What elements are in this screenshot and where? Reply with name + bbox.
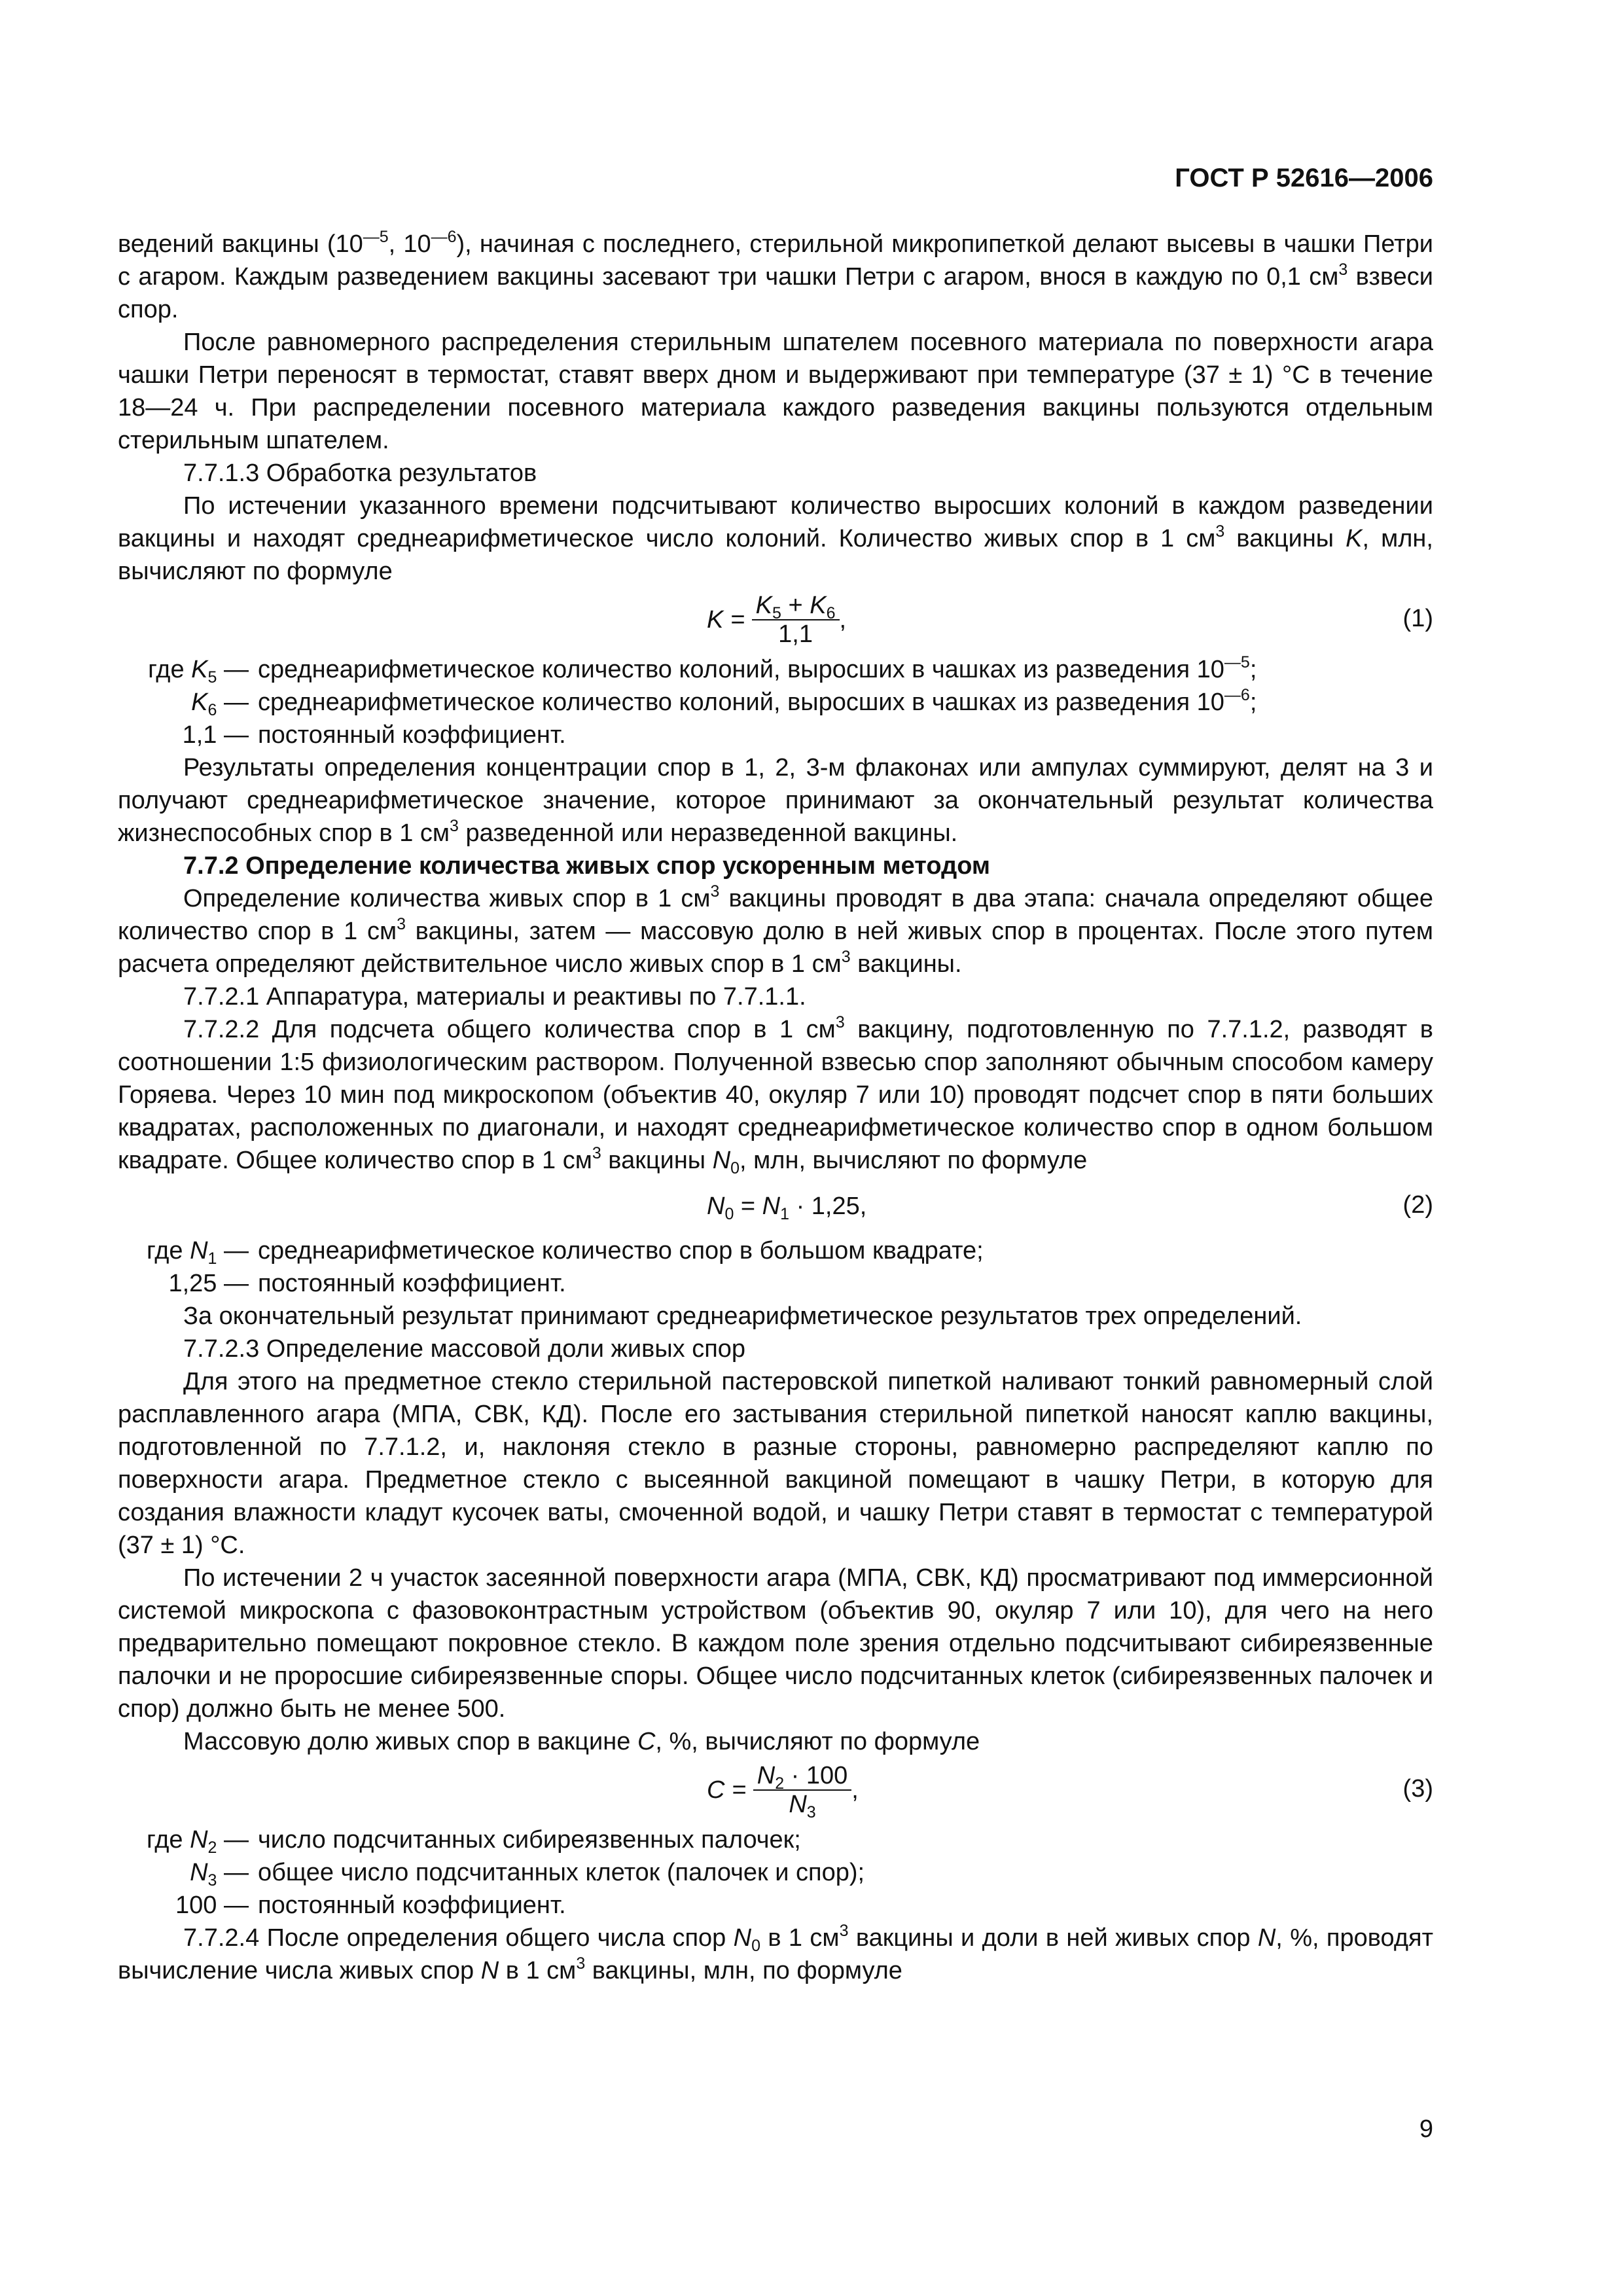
formula-3-number: (3) [1402,1775,1433,1803]
formula-1-number: (1) [1402,605,1433,632]
section-7-7-2-3-heading: 7.7.2.3 Определение массовой доли живых спор [183,1335,746,1363]
paragraph-microscopy: По истечении 2 ч участок засеянной поверхности агара (МПА, СВК, КД) просматривают под иммерсионной системой микроскопа с фазовоконтрастным устройством (объектив 90, окуляр 7 или 10), для чего на него предварительно помещают покровное стекло. В каждом поле зрения отдельно подсчитывают сибиреязвенные палочки и не проросшие сибиреязвенные споры. Общее число подсчитанных клеток (сибиреязвенных палочек и спор) должно быть не менее 500. [118,1564,1433,1723]
formula-2-number: (2) [1402,1191,1433,1219]
formula-2-body: $N_0 = N_1 \cdot 1,25$, [707,1193,867,1223]
section-7-7-2-4: 7.7.2.4 После определения общего числа спор $N_0$ в 1 $см^3$ вакцины и доли в ней живых спор N, %, проводят вычисление числа живых спор N в 1 $см^3$ вакцины, млн, по формуле [118,1922,1433,1984]
formula-3-body: C = $\frac{N_2 \cdot 100}{N_3}$ , [707,1762,859,1821]
page-body [118,228,1433,1987]
formula-1-body: K = $\frac{K_5 + K_6}{1,1}$ , [707,592,847,648]
section-7-7-2-1: 7.7.2.1 Аппаратура, материалы и реактивы по 7.7.1.1. [183,983,806,1011]
section-7-7-2-heading: 7.7.2 Определение количества живых спор ускоренным методом [183,852,991,880]
formula-2 [118,1186,1433,1225]
formula-1 [118,588,1433,653]
page-number: 9 [1419,2115,1433,2143]
formula-3-legend: где $N_2$ — число подсчитанных сибиреязвенных палочек; $N_3$ — общее число подсчитанных клеток (палочек и спор); 100 — постоянный коэффициент. [147,1826,865,1919]
formula-3-fraction: $\frac{N_2 \cdot 100}{N_3}$ [753,1762,852,1818]
formula-1-fraction: $\frac{K_5 + K_6}{1,1}$ [752,592,840,648]
formula-1-legend: где $K_5$ — среднеарифметическое количество колоний, выросших в чашках из разведения $10^{—5}$; $K_6$ — среднеарифметическое количество колоний, выросших в чашках из разведения $10^{—6}$; 1,1 — постоянный коэффициент. [148,653,1257,749]
formula-3 [118,1758,1433,1823]
formula-2-legend: где $N_1$ — среднеарифметическое количество спор в большом квадрате; 1,25 — постоянный коэффициент. [147,1237,984,1297]
paragraph-mass-fraction: Массовую долю живых спор в вакцине С, %, вычисляют по формуле [183,1728,980,1755]
paragraph-dilution-sowing: ведений вакцины ($10^{—5}$, $10^{—6}$), начиная с последнего, стерильной микропипеткой делают высевы в чашки Петри с агаром. Каждым разведением вакцины засевают три чашки Петри с агаром, внося в каждую по 0,1 $см^3$ взвеси спор. [118,228,1434,323]
section-7-7-2-2: 7.7.2.2 Для подсчета общего количества спор в 1 $см^3$ вакцину, подготовленную по 7.7.1.2, разводят в соотношении 1:5 физиологическим раствором. Полученной взвесью спор заполняют обычным способом камеру Горяева. Через 10 мин под микроскопом (объектив 40, окуляр 7 или 10) проводят подсчет спор в пяти больших квадратах, расположенных по диагонали, и находят среднеарифметическое количество спор в одном большом квадрате. Общее количество спор в 1 $см^3$ вакцины $N_0$, млн, вычисляют по формуле [118,1013,1433,1177]
paragraph-slide-preparation: Для этого на предметное стекло стерильной пастеровской пипеткой наливают тонкий равномерный слой расплавленного агара (МПА, СВК, КД). После его застывания стерильной пипеткой наносят каплю вакцины, подготовленной по 7.7.1.2, и, наклоняя стекло в разные стороны, равномерно распределяют каплю по поверхности агара. Предметное стекло с высеянной вакциной помещают в чашку Петри, в которую для создания влажности кладут кусочек ваты, смоченной водой, и чашку Петри ставят в термостат с температурой (37 ± 1) °С. [118,1368,1433,1559]
document-header: ГОСТ Р 52616—2006 [1175,164,1433,192]
paragraph-colony-count: По истечении указанного времени подсчитывают количество выросших колоний в каждом разведении вакцины и находят среднеарифметическое число колоний. Количество живых спор в 1 $см^3$ вакцины K, млн, вычисляют по формуле [118,492,1433,585]
paragraph-final-result: За окончательный результат принимают среднеарифметическое результатов трех определений. [183,1302,1302,1330]
paragraph-incubation: После равномерного распределения стерильным шпателем посевного материала по поверхности агара чашки Петри переносят в термостат, ставят вверх дном и выдерживают при температуре (37 ± 1) °С в течение 18—24 ч. При распределении посевного материала каждого разведения вакцины пользуются отдельным стерильным шпателем. [118,329,1433,454]
section-7-7-1-3-heading: 7.7.1.3 Обработка результатов [183,459,537,487]
paragraph-two-stages: Определение количества живых спор в 1 $см^3$ вакцины проводят в два этапа: сначала определяют общее количество спор в 1 $см^3$ вакцины, затем — массовую долю в ней живых спор в процентах. После этого путем расчета определяют действительное число живых спор в 1 $см^3$ вакцины. [118,882,1433,978]
paragraph-concentration-results: Результаты определения концентрации спор в 1, 2, 3-м флаконах или ампулах суммируют, делят на 3 и получают среднеарифметическое значение, которое принимают за окончательный результат количества жизнеспособных спор в 1 $см^3$ разведенной или неразведенной вакцины. [118,754,1433,847]
